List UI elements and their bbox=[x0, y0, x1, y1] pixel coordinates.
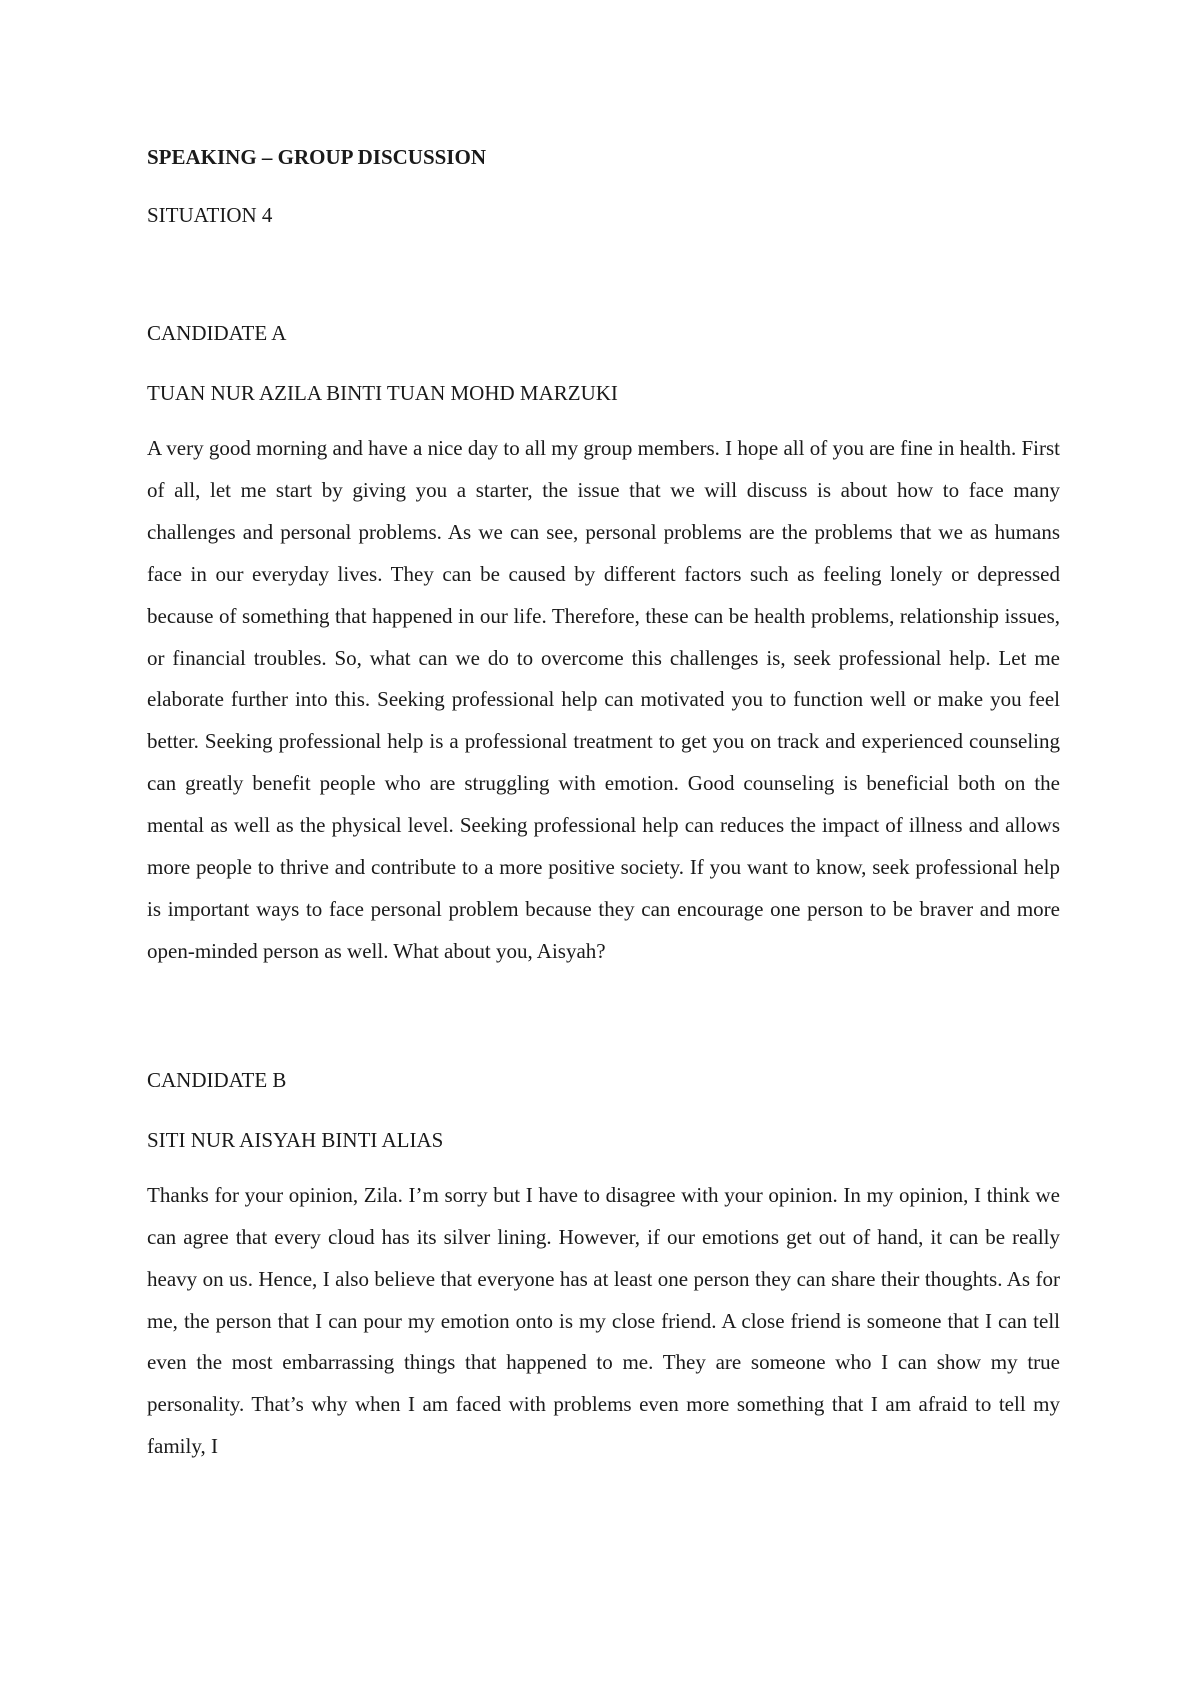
candidate-a-section bbox=[147, 318, 1060, 973]
candidate-b-name: SITI NUR AISYAH BINTI ALIAS bbox=[147, 1127, 444, 1152]
spacer bbox=[147, 1155, 1060, 1175]
spacer bbox=[147, 172, 1060, 200]
candidate-b-section bbox=[147, 1065, 1060, 1468]
candidate-a-label: CANDIDATE A bbox=[147, 321, 287, 345]
spacer bbox=[147, 230, 1060, 318]
document-content bbox=[147, 142, 1060, 1468]
document-title: SPEAKING – GROUP DISCUSSION bbox=[147, 145, 486, 169]
spacer bbox=[147, 408, 1060, 428]
candidate-b-label: CANDIDATE B bbox=[147, 1067, 287, 1092]
spacer bbox=[147, 348, 1060, 378]
candidate-a-name: TUAN NUR AZILA BINTI TUAN MOHD MARZUKI bbox=[147, 381, 618, 405]
situation-label: SITUATION 4 bbox=[147, 203, 273, 227]
candidate-b-speech: Thanks for your opinion, Zila. I’m sorry but I have to disagree with your opinion. In my opinion, I think we can agree that every cloud has its silver lining. However, if our emotions get out of hand, it can be really heavy on us. Hence, I also believe that everyone has at least one person they can share their thoughts. As for me, the person that I can pour my emotion onto is my close friend. A close friend is someone that I can tell even the most embarrassing things that happened to me. They are someone who I can show my true personality. That’s why when I am faced with problems even more something that I am afraid to tell my family, I bbox=[147, 1182, 1060, 1459]
spacer bbox=[147, 973, 1060, 1065]
spacer bbox=[147, 1095, 1060, 1125]
candidate-a-speech: A very good morning and have a nice day to all my group members. I hope all of you are fine in health. First of all, let me start by giving you a starter, the issue that we will discuss is about how to face many challenges and personal problems. As we can see, personal problems are the problems that we as humans face in our everyday lives. They can be caused by different factors such as feeling lonely or depressed because of something that happened in our life. Therefore, these can be health problems, relationship issues, or financial troubles. So, what can we do to overcome this challenges is, seek professional help. Let me elaborate further into this. Seeking professional help can motivated you to function well or make you feel better. Seeking professional help is a professional treatment to get you on track and experienced counseling can greatly benefit people who are struggling with emotion. Good counseling is beneficial both on the mental as well as the physical level. Seeking professional help can reduces the impact of illness and allows more people to thrive and contribute to a more positive society. If you want to know, seek professional help is important ways to face personal problem because they can encourage one person to be braver and more open-minded person as well. What about you, Aisyah? bbox=[147, 436, 1060, 963]
